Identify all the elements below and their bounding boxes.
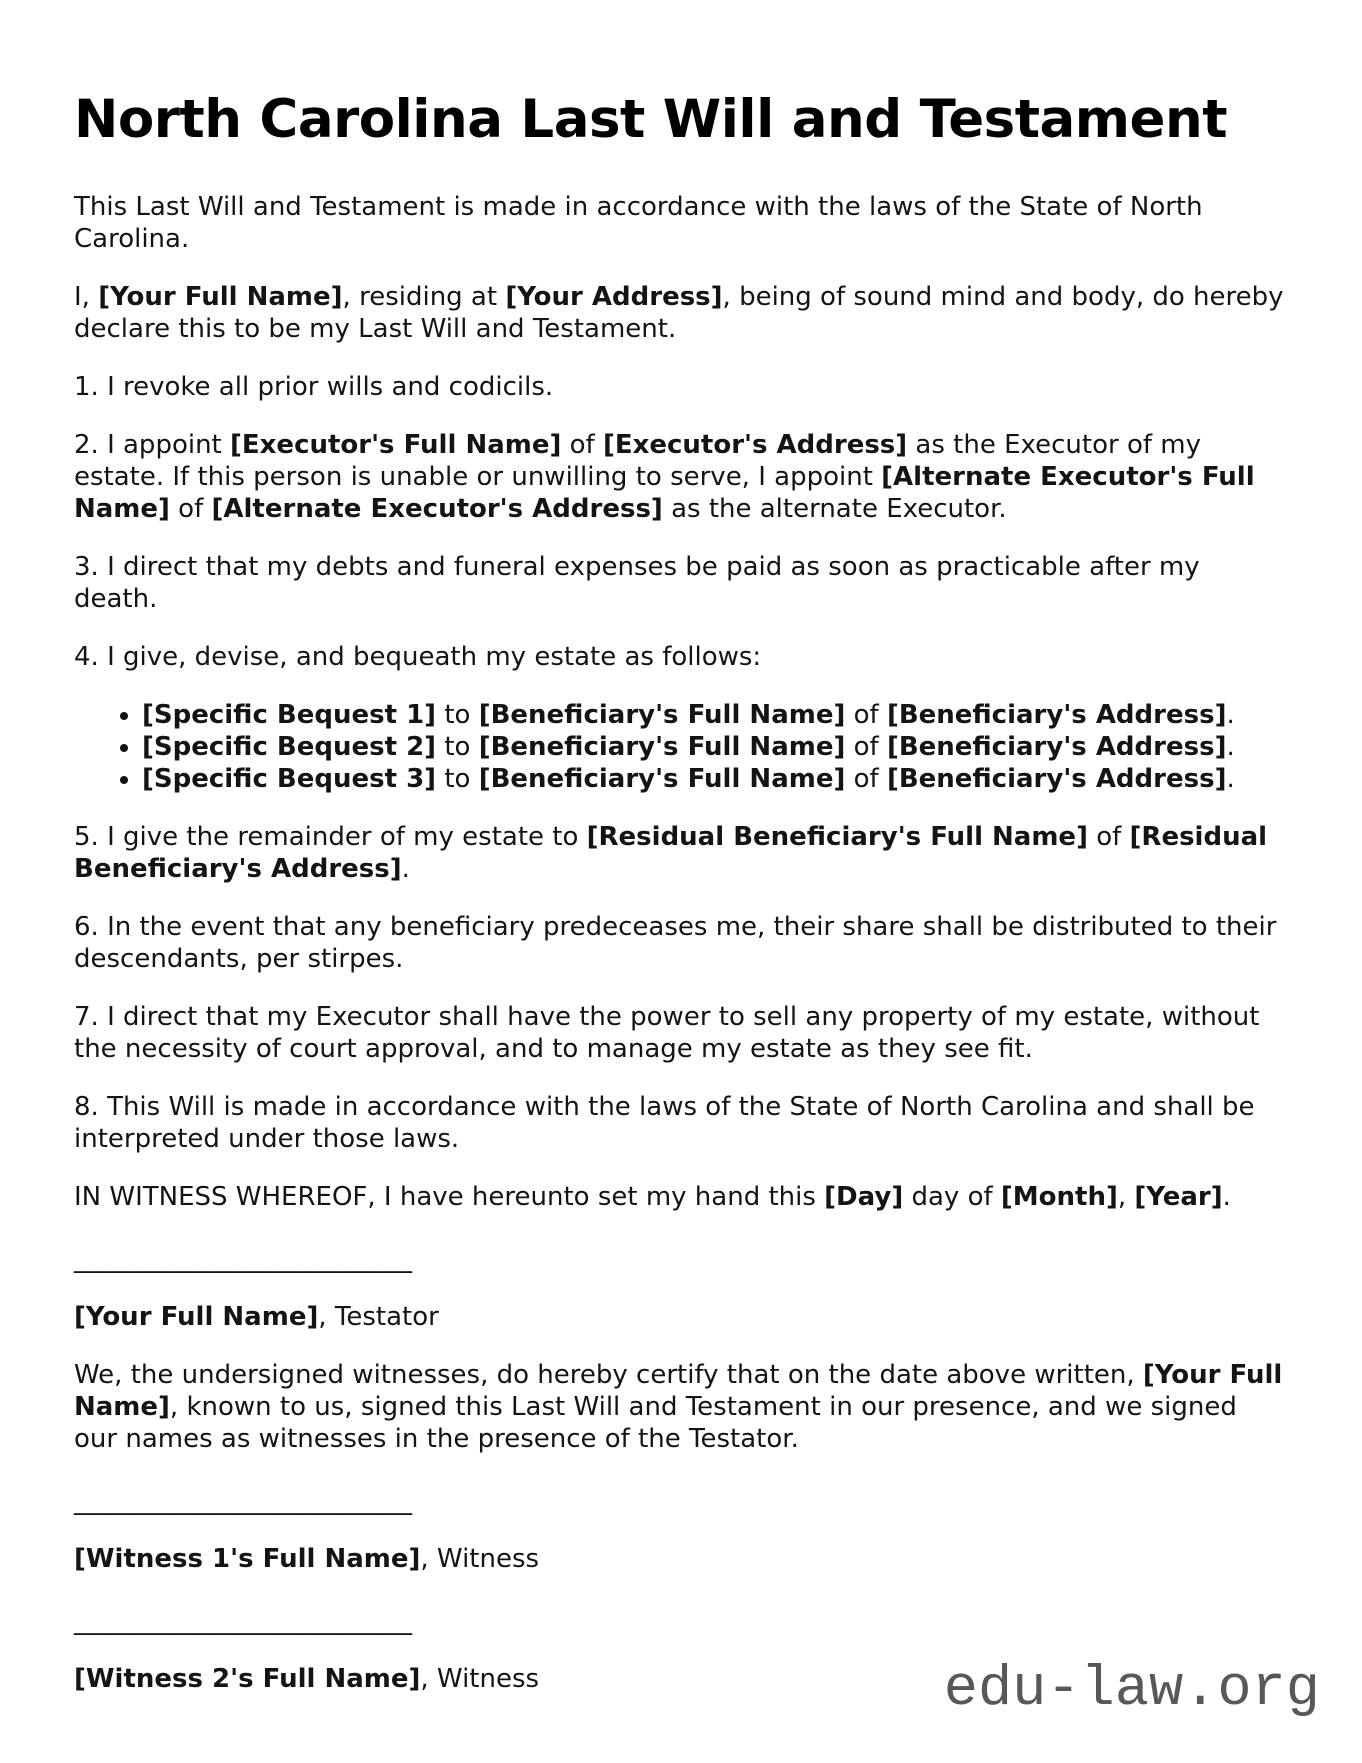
text-segment: of (845, 700, 887, 731)
text-segment: . (1226, 764, 1235, 795)
clause-7-executor-powers (74, 1001, 1288, 1065)
placeholder-field: [Residual Beneficiary's Full Name] (586, 822, 1088, 853)
page-title: North Carolina Last Will and Testament (74, 89, 1228, 150)
text-segment: 3. I direct that my debts and funeral expenses be paid as soon as practicable after my death. (74, 552, 1200, 615)
clause-1-revocation (74, 371, 1288, 403)
placeholder-field: [Executor's Address] (602, 430, 908, 461)
placeholder-field: [Witness 2's Full Name] (74, 1664, 421, 1695)
placeholder-field: [Executor's Full Name] (230, 430, 562, 461)
placeholder-field: [Your Full Name] (98, 282, 343, 313)
text-segment: of (169, 494, 212, 525)
text-segment: , being of sound mind and body, do hereby declare this to be my Last Will and Testament. (74, 282, 1284, 345)
clause-6-predecease (74, 911, 1288, 975)
text-segment: as the alternate Executor. (662, 494, 1007, 525)
placeholder-field: [Beneficiary's Address] (886, 700, 1227, 731)
placeholder-field: [Alternate Executor's Full Name] (74, 462, 1255, 525)
text-segment: , Testator (318, 1302, 439, 1333)
placeholder-field: [Beneficiary's Full Name] (478, 700, 846, 731)
text-segment: to (436, 764, 479, 795)
text-segment: . (1222, 1182, 1231, 1213)
text-segment: I, (74, 282, 99, 313)
bequest-list (74, 699, 1288, 795)
paragraph-attestation (74, 1359, 1288, 1455)
placeholder-field: [Beneficiary's Address] (886, 732, 1227, 763)
placeholder-field: [Witness 1's Full Name] (74, 1544, 421, 1575)
placeholder-field: [Month] (1000, 1182, 1118, 1213)
text-segment: 7. I direct that my Executor shall have the power to sell any property of my estate, without the necessity of court approval, and to manage my estate as they see fit. (74, 1002, 1260, 1065)
edu-law-watermark: edu-law.org (943, 1658, 1320, 1722)
placeholder-field: [Alternate Executor's Address] (211, 494, 663, 525)
placeholder-field: [Your Address] (505, 282, 723, 313)
testator-signature-line: __________________________ (74, 1244, 412, 1275)
text-segment: This Last Will and Testament is made in accordance with the laws of the State of North Carolina. (74, 192, 1203, 255)
testator-name-line (74, 1301, 1288, 1333)
text-segment: . (1226, 732, 1235, 763)
placeholder-field: [Your Full Name] (74, 1360, 1283, 1423)
text-segment: , known to us, signed this Last Will and Testament in our presence, and we signed our names as witnesses in the presence of the Testator. (74, 1392, 1237, 1455)
clause-3-debts (74, 551, 1288, 615)
text-segment: 8. This Will is made in accordance with the laws of the State of North Carolina and shall be interpreted under those laws. (74, 1092, 1255, 1155)
text-segment: , Witness (420, 1544, 540, 1575)
placeholder-field: [Beneficiary's Full Name] (478, 732, 846, 763)
witness1-name-line (74, 1543, 1288, 1575)
paragraph-declaration (74, 281, 1288, 345)
placeholder-field: [Day] (824, 1182, 904, 1213)
clause-8-governing-law (74, 1091, 1288, 1155)
text-segment: 4. I give, devise, and bequeath my estate as follows: (74, 642, 762, 673)
placeholder-field: [Specific Bequest 3] (142, 764, 437, 795)
text-segment: to (436, 732, 479, 763)
text-segment: day of (903, 1182, 1001, 1213)
text-segment: . (1226, 700, 1235, 731)
text-segment: to (436, 700, 479, 731)
placeholder-field: [Year] (1134, 1182, 1223, 1213)
witness1-signature-line: __________________________ (74, 1486, 412, 1517)
text-segment: 5. I give the remainder of my estate to (74, 822, 587, 853)
text-segment: , (1117, 1182, 1135, 1213)
text-segment: , Witness (420, 1664, 540, 1695)
placeholder-field: [Your Full Name] (74, 1302, 319, 1333)
text-segment: We, the undersigned witnesses, do hereby certify that on the date above written, (74, 1360, 1143, 1391)
placeholder-field: [Specific Bequest 2] (142, 732, 437, 763)
witness2-signature-line: __________________________ (74, 1606, 412, 1637)
text-segment: as the Executor of my estate. If this person is unable or unwilling to serve, I appoint (74, 430, 1201, 493)
text-segment: of (845, 732, 887, 763)
text-segment: of (561, 430, 603, 461)
placeholder-field: [Beneficiary's Full Name] (478, 764, 846, 795)
placeholder-field: [Specific Bequest 1] (142, 700, 437, 731)
text-segment: , residing at (342, 282, 506, 313)
text-segment: of (1087, 822, 1130, 853)
text-segment: IN WITNESS WHEREOF, I have hereunto set my hand this (74, 1182, 825, 1213)
text-segment: . (401, 854, 410, 885)
text-segment: 1. I revoke all prior wills and codicils. (74, 372, 554, 403)
bequest-item-3 (142, 763, 1288, 795)
text-segment: 6. In the event that any beneficiary predeceases me, their share shall be distributed to their descendants, per stirpes. (74, 912, 1277, 975)
bequest-item-1 (142, 699, 1288, 731)
clause-2-executor (74, 429, 1288, 525)
bequest-item-2 (142, 731, 1288, 763)
paragraph-witness-whereof (74, 1181, 1288, 1213)
text-segment: of (845, 764, 887, 795)
clause-5-residual-estate (74, 821, 1288, 885)
clause-4-bequeath (74, 641, 1288, 673)
placeholder-field: [Residual Beneficiary's Address] (74, 822, 1268, 885)
placeholder-field: [Beneficiary's Address] (886, 764, 1227, 795)
text-segment: 2. I appoint (74, 430, 231, 461)
paragraph-intro (74, 191, 1288, 255)
